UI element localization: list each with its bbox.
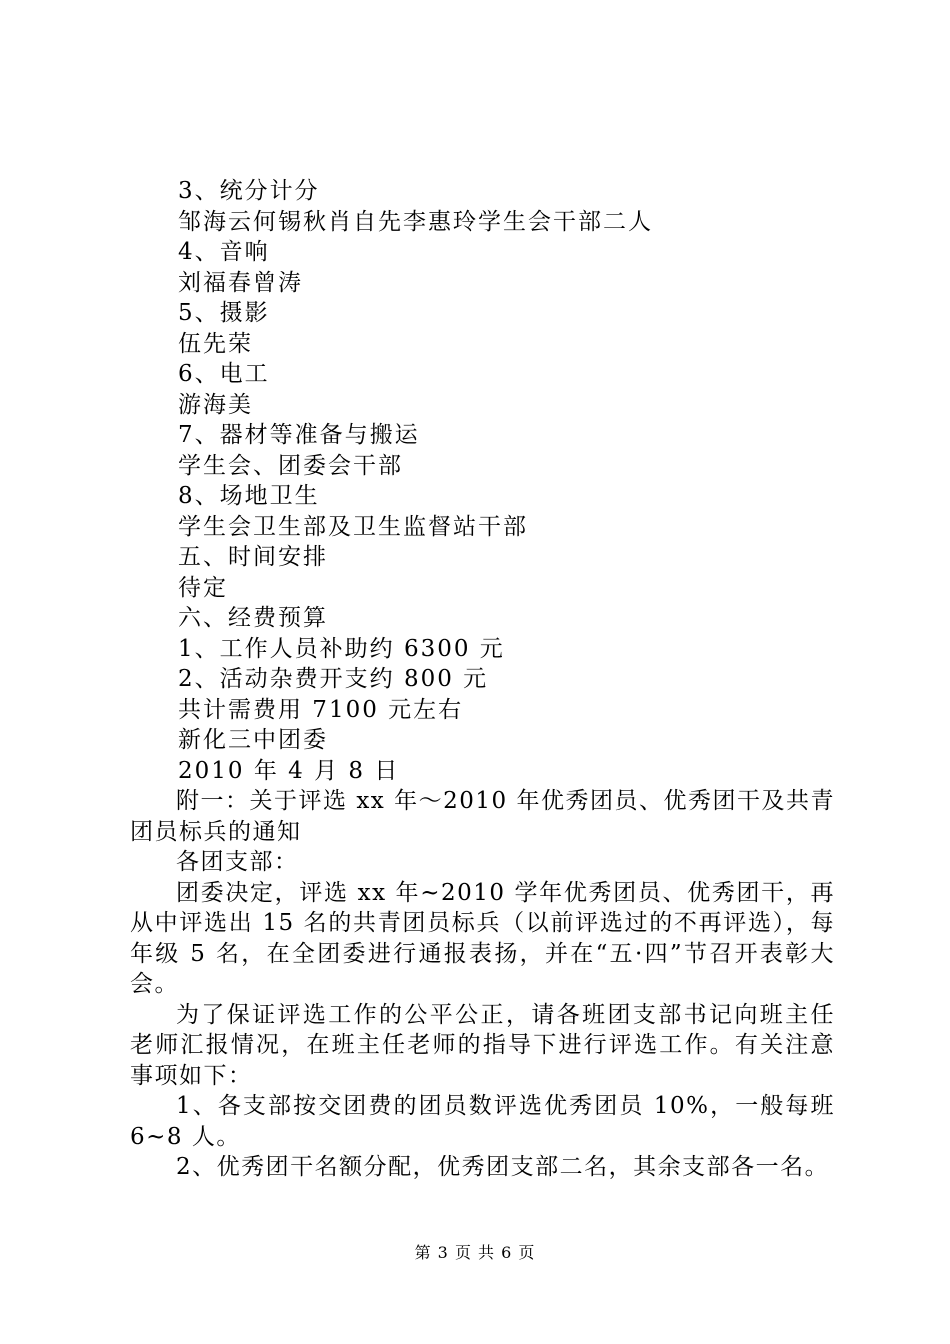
salutation: 各团支部： xyxy=(176,849,299,875)
text-line: 游海美 xyxy=(178,392,253,418)
text-line: 3、统分计分 xyxy=(178,178,320,204)
text-line: 5、摄影 xyxy=(178,300,270,326)
text-line: 2010 年 4 月 8 日 xyxy=(178,758,400,784)
paragraph: 为了保证评选工作的公平公正，请各班团支部书记向班主任老师汇报情况，在班主任老师的指导下进行评选工作。有关注意事项如下： xyxy=(130,1001,835,1089)
text-line: 2、活动杂费开支约 800 元 xyxy=(178,666,489,692)
text-line: 1、工作人员补助约 6300 元 xyxy=(178,636,505,662)
text-line: 6、电工 xyxy=(178,361,270,387)
paragraph: 2、优秀团干名额分配，优秀团支部二名，其余支部各一名。 xyxy=(176,1154,830,1180)
text-line: 六、经费预算 xyxy=(178,605,328,631)
text-line: 8、场地卫生 xyxy=(178,483,320,509)
attachment-title: 附一：关于评选 xx 年～2010 年优秀团员、优秀团干及共青团员标兵的通知 xyxy=(130,788,835,845)
text-line: 新化三中团委 xyxy=(178,727,328,753)
text-line: 4、音响 xyxy=(178,239,270,265)
paragraph: 1、各支部按交团费的团员数评选优秀团员 10%，一般每班 6~8 人。 xyxy=(130,1093,835,1150)
text-line: 刘福春曾涛 xyxy=(178,270,303,296)
paragraph: 团委决定，评选 xx 年~2010 学年优秀团员、优秀团干，再从中评选出 15 名的共青团员标兵（以前评选过的不再评选），每年级 5 名，在全团委进行通报表扬，并在“五·四”节召开表彰大会。 xyxy=(130,879,835,997)
text-line: 待定 xyxy=(178,575,228,601)
text-line: 7、器材等准备与搬运 xyxy=(178,422,420,448)
text-line: 邹海云何锡秋肖自先李惠玲学生会干部二人 xyxy=(178,209,653,235)
text-line: 共计需费用 7100 元左右 xyxy=(178,697,464,723)
text-line: 学生会卫生部及卫生监督站干部 xyxy=(178,514,528,540)
text-line: 学生会、团委会干部 xyxy=(178,453,403,479)
text-line: 伍先荣 xyxy=(178,331,253,357)
text-line: 五、时间安排 xyxy=(178,544,328,570)
body-paragraphs xyxy=(130,786,835,1183)
page-number-footer: 第 3 页 共 6 页 xyxy=(414,1243,536,1262)
